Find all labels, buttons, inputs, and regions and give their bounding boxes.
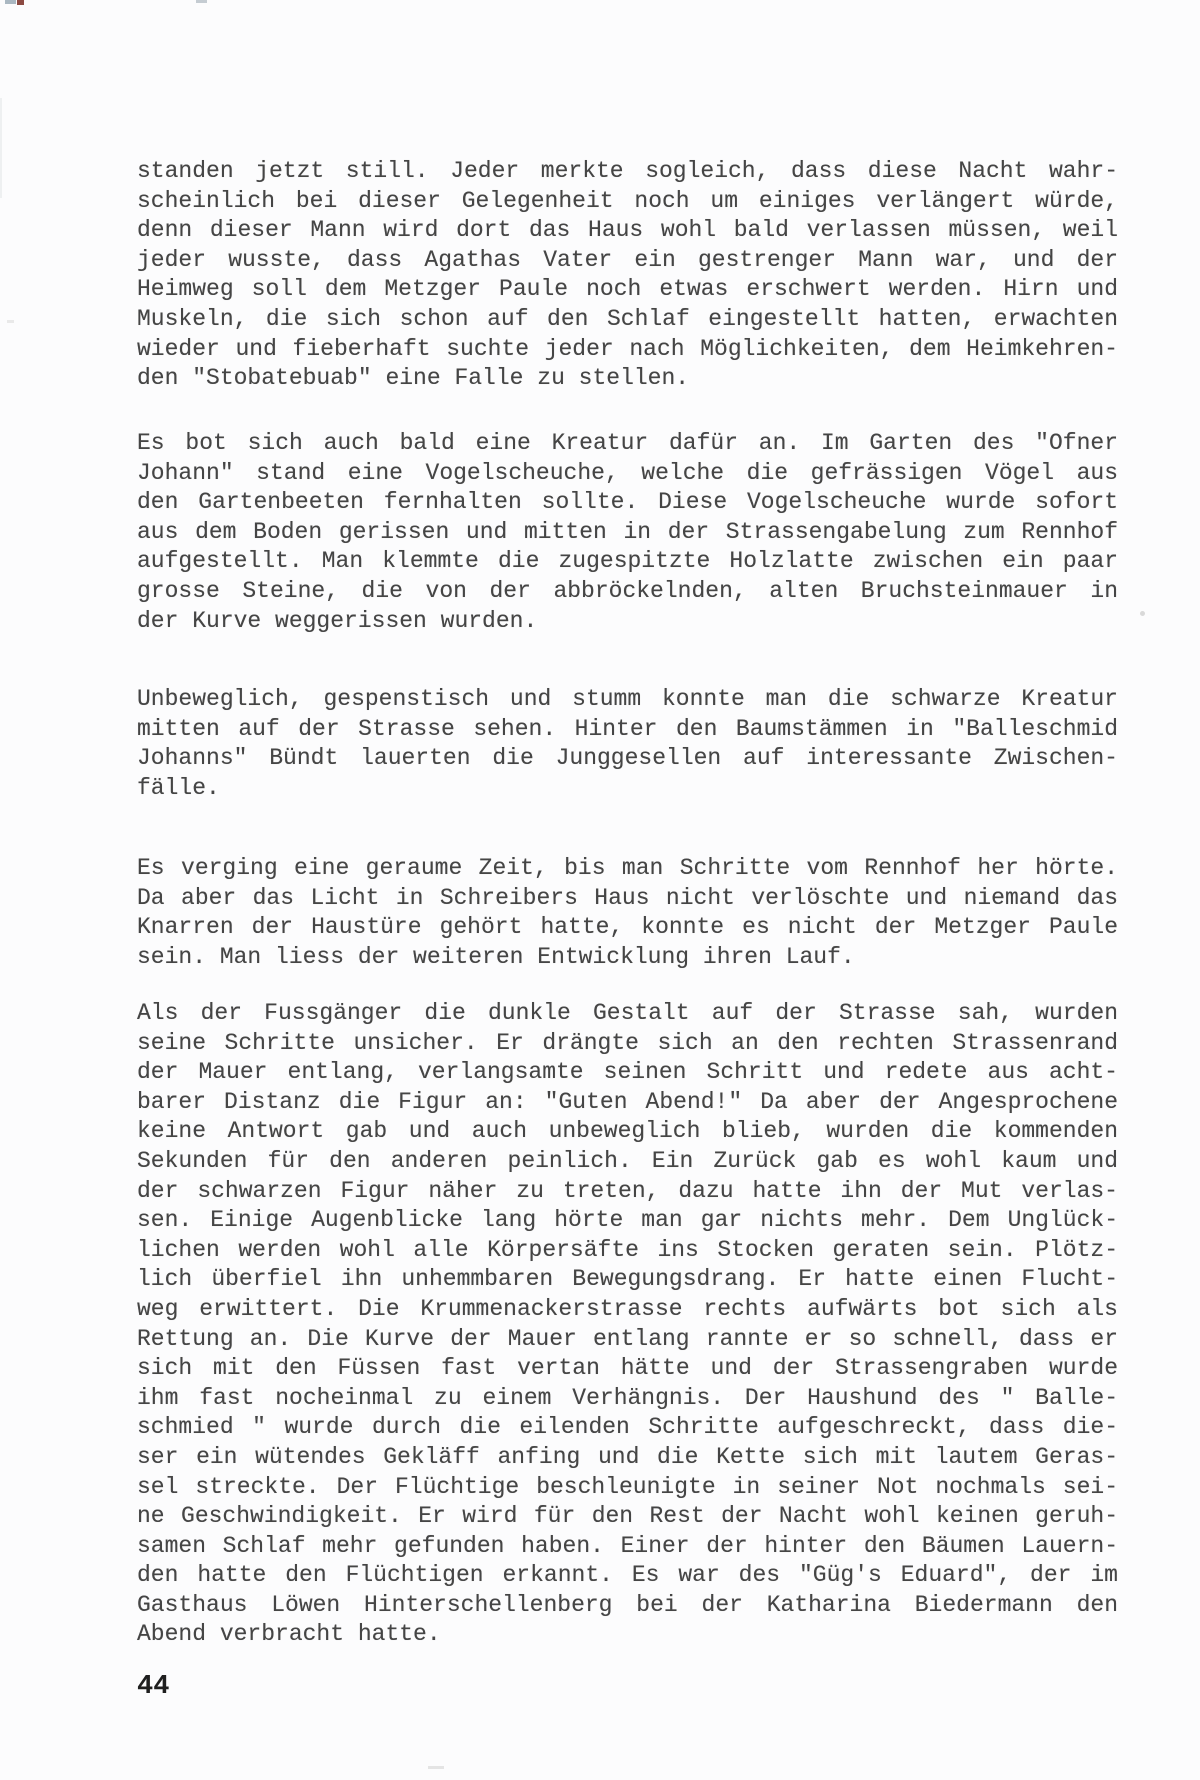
text-line: Unbeweglich, gespenstisch und stumm konnte man die schwarze Kreatur — [137, 686, 1118, 712]
text-line: Da aber das Licht in Schreibers Haus nicht verlöschte und niemand das — [137, 884, 1118, 911]
paragraph-2 — [137, 429, 1118, 636]
text-line: grosse Steine, die von der abbröckelnden, alten Bruchsteinmauer in — [137, 577, 1118, 604]
scan-artifact — [5, 0, 16, 4]
text-line: fälle. — [137, 774, 220, 801]
text-line: Heimweg soll dem Metzger Paule noch etwas erschwert werden. Hirn und — [137, 276, 1118, 303]
text-line: schmied " wurde durch die eilenden Schritte aufgeschreckt, dass die- — [137, 1414, 1118, 1441]
scan-artifact — [17, 0, 24, 5]
text-line: lichen werden wohl alle Körpersäfte ins Stocken geraten sein. Plötz- — [137, 1236, 1118, 1263]
text-line: lich überfiel ihn unhemmbaren Bewegungsdrang. Er hatte einen Flucht- — [137, 1266, 1118, 1293]
scan-artifact — [196, 0, 207, 3]
text-line: Es verging eine geraume Zeit, bis man Schritte vom Rennhof her hörte. — [137, 855, 1118, 881]
text-line: aufgestellt. Man klemmte die zugespitzte Holzlatte zwischen ein paar — [137, 548, 1118, 575]
scan-artifact — [428, 1766, 444, 1769]
text-line: Als der Fussgänger die dunkle Gestalt auf der Strasse sah, wurden — [137, 1000, 1118, 1026]
text-line: aus dem Boden gerissen und mitten in der Strassengabelung zum Rennhof — [137, 518, 1118, 545]
text-line: Johann" stand eine Vogelscheuche, welche die gefrässigen Vögel aus — [137, 459, 1118, 486]
text-line: Muskeln, die sich schon auf den Schlaf eingestellt hatten, erwachten — [137, 305, 1118, 332]
text-line: ser ein wütendes Gekläff anfing und die Kette sich mit lautem Geras- — [137, 1443, 1118, 1470]
text-line: standen jetzt still. Jeder merkte sogleich, dass diese Nacht wahr- — [137, 158, 1118, 184]
text-line: der Kurve weggerissen wurden. — [137, 607, 538, 634]
text-line: scheinlich bei dieser Gelegenheit noch um einiges verlängert würde, — [137, 187, 1118, 214]
text-line: Sekunden für den anderen peinlich. Ein Zurück gab es wohl kaum und — [137, 1147, 1118, 1174]
scan-artifact — [7, 320, 14, 323]
paragraph-3 — [137, 685, 1118, 803]
paragraph-5 — [137, 999, 1118, 1650]
text-line: Es bot sich auch bald eine Kreatur dafür an. Im Garten des "Ofner — [137, 430, 1118, 456]
text-line: Johanns" Bündt lauerten die Junggesellen auf interessante Zwischen- — [137, 745, 1118, 772]
text-line: ne Geschwindigkeit. Er wird für den Rest der Nacht wohl keinen geruh- — [137, 1503, 1118, 1530]
text-line: der Mauer entlang, verlangsamte seinen Schritt und redete aus acht- — [137, 1059, 1118, 1086]
text-line: sich mit den Füssen fast vertan hätte und der Strassengraben wurde — [137, 1355, 1118, 1382]
text-line: seine Schritte unsicher. Er drängte sich an den rechten Strassenrand — [137, 1029, 1118, 1056]
text-line: wieder und fieberhaft suchte jeder nach Möglichkeiten, dem Heimkehren- — [137, 335, 1118, 362]
page-number: 44 — [137, 1672, 170, 1702]
scan-artifact — [0, 98, 2, 198]
text-line: jeder wusste, dass Agathas Vater ein gestrenger Mann war, und der — [137, 246, 1118, 273]
paragraph-4 — [137, 854, 1118, 972]
text-line: mitten auf der Strasse sehen. Hinter den Baumstämmen in "Balleschmid — [137, 715, 1118, 742]
scan-artifact — [1140, 611, 1145, 616]
text-line: den "Stobatebuab" eine Falle zu stellen. — [137, 365, 690, 392]
text-line: Knarren der Haustüre gehört hatte, konnte es nicht der Metzger Paule — [137, 914, 1118, 941]
text-line: ihm fast nocheinmal zu einem Verhängnis. Der Haushund des " Balle- — [137, 1384, 1118, 1411]
text-line: Gasthaus Löwen Hinterschellenberg bei der Katharina Biedermann den — [137, 1591, 1118, 1618]
text-line: der schwarzen Figur näher zu treten, dazu hatte ihn der Mut verlas- — [137, 1177, 1118, 1204]
paragraph-1 — [137, 157, 1118, 394]
text-line: denn dieser Mann wird dort das Haus wohl bald verlassen müssen, weil — [137, 217, 1118, 244]
text-line: sein. Man liess der weiteren Entwicklung ihren Lauf. — [137, 943, 855, 970]
text-line: barer Distanz die Figur an: "Guten Abend!" Da aber der Angesprochene — [137, 1088, 1118, 1115]
text-line: keine Antwort gab und auch unbeweglich blieb, wurden die kommenden — [137, 1118, 1118, 1145]
text-line: Rettung an. Die Kurve der Mauer entlang rannte er so schnell, dass er — [137, 1325, 1118, 1352]
text-line: samen Schlaf mehr gefunden haben. Einer der hinter den Bäumen Lauern- — [137, 1532, 1118, 1559]
text-line: Abend verbracht hatte. — [137, 1621, 441, 1648]
text-line: weg erwittert. Die Krummenackerstrasse rechts aufwärts bot sich als — [137, 1295, 1118, 1322]
text-line: sel streckte. Der Flüchtige beschleunigte in seiner Not nochmals sei- — [137, 1473, 1118, 1500]
text-line: den hatte den Flüchtigen erkannt. Es war des "Güg's Eduard", der im — [137, 1562, 1118, 1589]
text-line: den Gartenbeeten fernhalten sollte. Diese Vogelscheuche wurde sofort — [137, 489, 1118, 516]
text-line: sen. Einige Augenblicke lang hörte man gar nichts mehr. Dem Unglück- — [137, 1207, 1118, 1234]
